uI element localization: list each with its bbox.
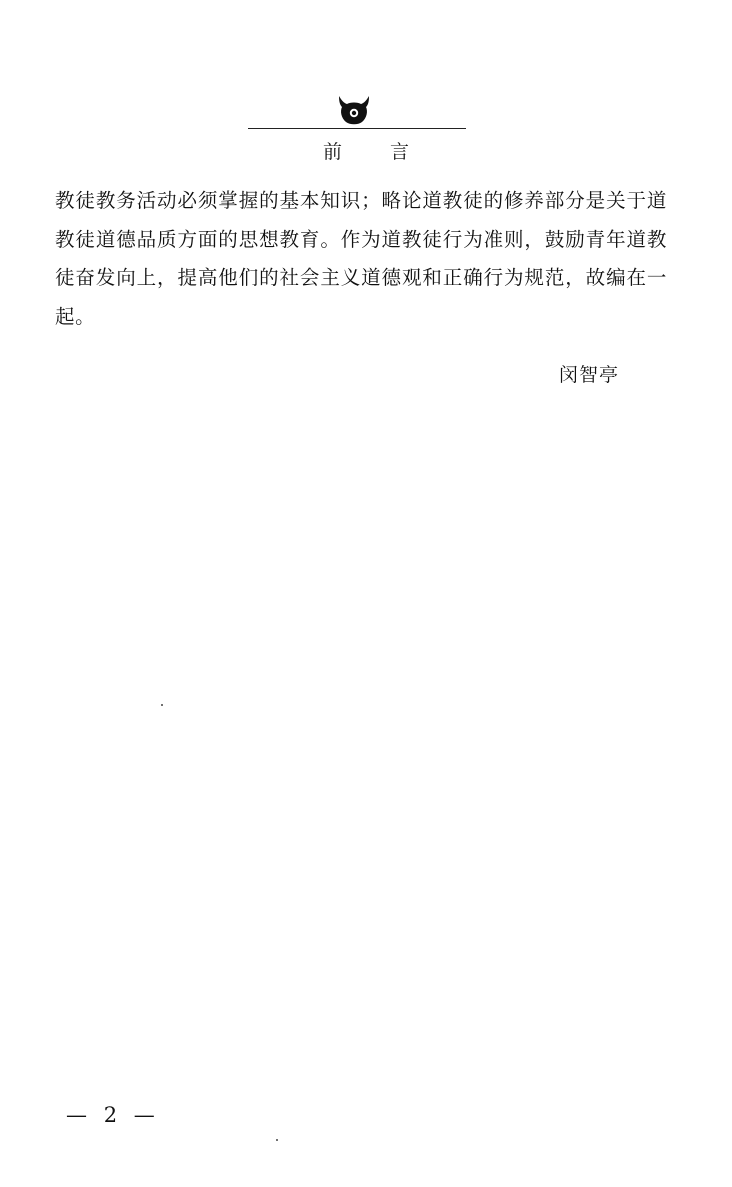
title-char-right: 言 [390, 141, 410, 163]
body-paragraph-block [55, 182, 667, 336]
page-dash-left: — [66, 1103, 87, 1127]
title-char-left: 前 [322, 141, 342, 163]
page-dash-right: — [133, 1103, 155, 1127]
page-number [66, 1103, 155, 1127]
page-title [0, 137, 732, 164]
header-rule [248, 128, 466, 129]
page-number-value: 2 [103, 1103, 118, 1127]
scan-speck [161, 704, 163, 706]
body-paragraph: 教徒教务活动必须掌握的基本知识；略论道教徒的修养部分是关于道教徒道德品质方面的思想教育。作为道教徒行为准则，鼓励青年道教徒奋发向上，提高他们的社会主义道德观和正确行为规范，故编在一起。 [55, 189, 667, 328]
scan-speck [276, 1139, 278, 1141]
horned-face-ornament-icon [337, 94, 371, 126]
author-signature: 闵智亭 [558, 364, 619, 386]
